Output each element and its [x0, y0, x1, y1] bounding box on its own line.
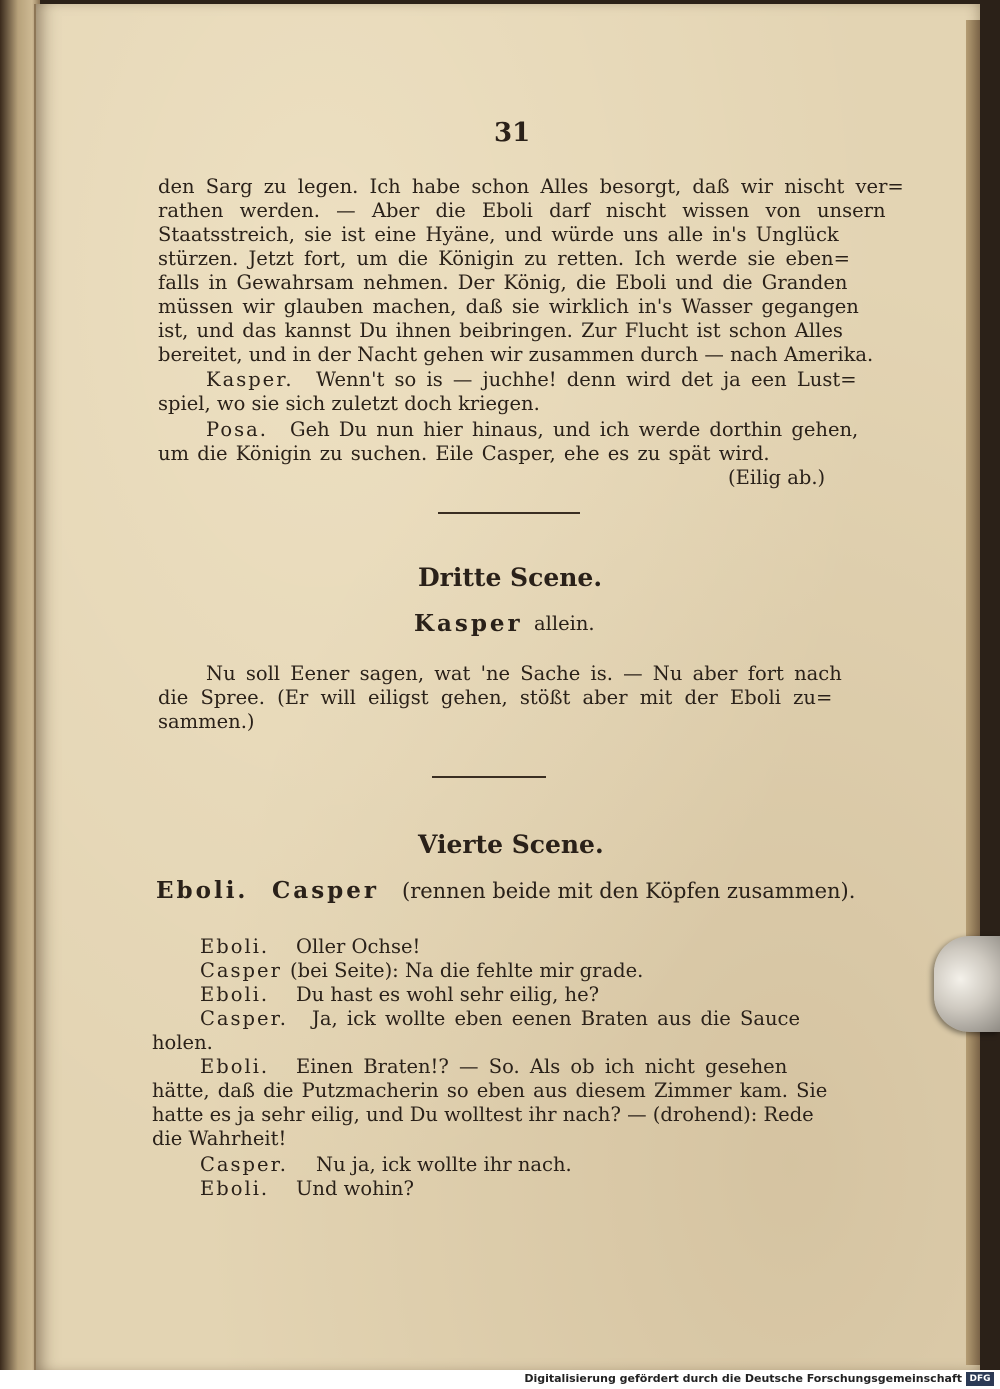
cast-note: allein. [534, 612, 595, 635]
cast-name: Kasper [414, 610, 523, 637]
text-line: Staatsstreich, sie ist eine Hyäne, und würde uns alle in's Unglück [158, 223, 839, 246]
dialogue-text: Einen Braten!? — So. Als ob ich nicht gesehen [296, 1055, 788, 1078]
text-line: Nu soll Eener sagen, wat 'ne Sache is. — Nu aber fort nach [206, 662, 842, 685]
dialogue-text: (bei Seite): Na die fehlte mir grade. [290, 959, 644, 982]
dfg-credit: Digitalisierung gefördert durch die Deutsche Forschungsgemeinschaft [524, 1372, 962, 1385]
speaker-kasper: Kasper. [206, 368, 294, 391]
text-line: stürzen. Jetzt fort, um die Königin zu retten. Ich werde sie eben= [158, 247, 850, 270]
section-rule [438, 512, 580, 514]
dialogue-text: Oller Ochse! [296, 935, 421, 958]
section-rule [432, 776, 546, 778]
text-line: die Wahrheit! [152, 1127, 287, 1150]
dialogue-text: Du hast es wohl sehr eilig, he? [296, 983, 600, 1006]
cast-name: Eboli. [156, 877, 249, 904]
dialogue-text: Und wohin? [296, 1177, 414, 1200]
cast-note: (rennen beide mit den Köpfen zusammen). [402, 879, 856, 903]
speaker: Casper. [200, 1153, 288, 1176]
text-line: hätte, daß die Putzmacherin so eben aus diesem Zimmer kam. Sie [152, 1079, 828, 1102]
text-line: müssen wir glauben machen, daß sie wirklich in's Wasser gegangen [158, 295, 859, 318]
scene-heading: Vierte Scene. [418, 830, 604, 859]
speaker: Casper. [200, 1007, 288, 1030]
speaker: Eboli. [200, 935, 270, 958]
text-line: spiel, wo sie sich zuletzt doch kriegen. [158, 392, 540, 415]
cast-name: Casper [272, 877, 379, 904]
dialogue-text: Nu ja, ick wollte ihr nach. [316, 1153, 572, 1176]
text-line: um die Königin zu suchen. Eile Casper, ehe es zu spät wird. [158, 442, 770, 465]
page-clip [934, 936, 1000, 1032]
text-line: ist, und das kannst Du ihnen beibringen. Zur Flucht ist schon Alles [158, 319, 843, 342]
text-line: rathen werden. — Aber die Eboli darf nischt wissen von unsern [158, 199, 886, 222]
page-number: 31 [494, 118, 531, 148]
text-line: bereitet, und in der Nacht gehen wir zusammen durch — nach Amerika. [158, 343, 874, 366]
text-line: falls in Gewahrsam nehmen. Der König, die Eboli und die Granden [158, 271, 848, 294]
text-line: Wenn't so is — juchhe! denn wird det ja een Lust= [316, 368, 857, 391]
speaker: Casper [200, 959, 282, 982]
text-line: den Sarg zu legen. Ich habe schon Alles besorgt, daß wir nischt ver= [158, 175, 904, 198]
speaker: Eboli. [200, 1177, 270, 1200]
right-page-edge [966, 20, 980, 1365]
dialogue-text: Ja, ick wollte eben eenen Braten aus die Sauce [312, 1007, 801, 1030]
text-line: holen. [152, 1031, 213, 1054]
dfg-logo: DFG [966, 1372, 994, 1386]
stage-direction: (Eilig ab.) [728, 466, 826, 489]
text-line: sammen.) [158, 710, 255, 733]
scene-heading: Dritte Scene. [418, 563, 603, 592]
speaker-posa: Posa. [206, 418, 268, 441]
text-line: die Spree. (Er will eiligst gehen, stößt aber mit der Eboli zu= [158, 686, 833, 709]
speaker: Eboli. [200, 1055, 270, 1078]
text-line: Geh Du nun hier hinaus, und ich werde dorthin gehen, [290, 418, 859, 441]
speaker: Eboli. [200, 983, 270, 1006]
text-line: hatte es ja sehr eilig, und Du wolltest ihr nach? — (drohend): Rede [152, 1103, 814, 1126]
